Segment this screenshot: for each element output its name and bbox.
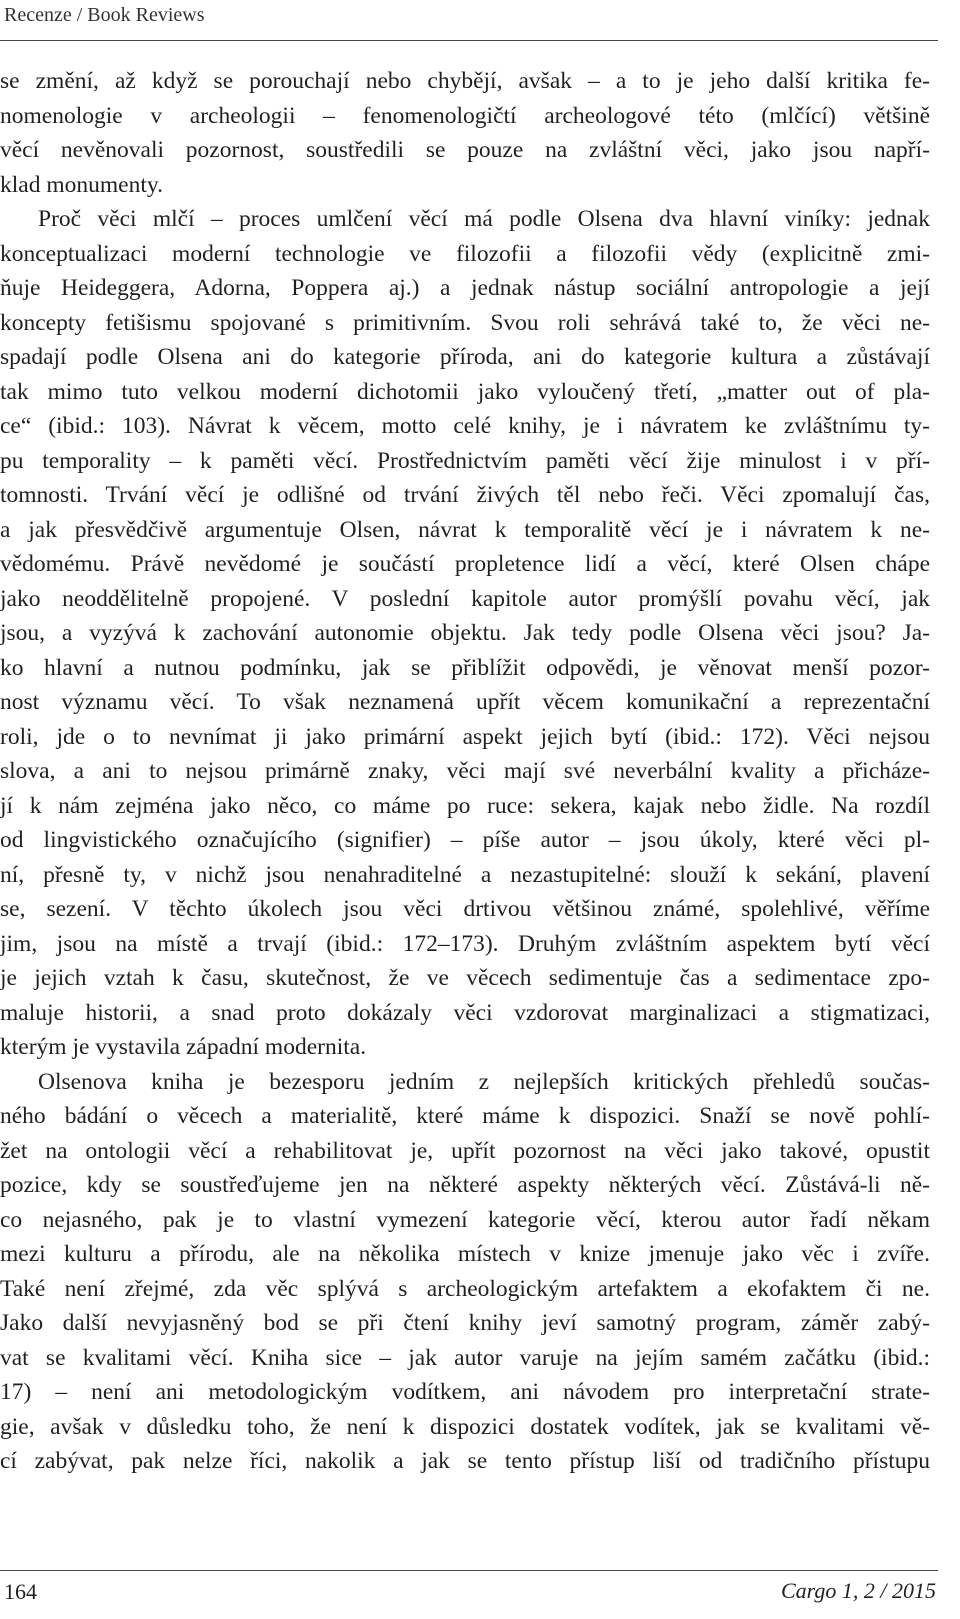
text-line: maluje historii, a snad proto dokázaly věci vzdorovat marginalizaci a stigmatizaci, — [0, 999, 930, 1026]
text-line: spadají podle Olsena ani do kategorie příroda, ani do kategorie kultura a zůstávají — [0, 344, 930, 370]
text-line: ného bádání o věcech a materialitě, které máme k dispozici. Snaží se nově pohlí- — [0, 1103, 930, 1129]
text-line: tomnosti. Trvání věcí je odlišné od trvání živých těl nebo řeči. Věci zpomalují čas, — [0, 482, 930, 508]
text-line: pu temporality – k paměti věcí. Prostřednictvím paměti věcí žije minulost i v pří- — [0, 447, 930, 474]
text-line: nost významu věcí. To však neznamená upřít věcem komunikační a reprezentační — [0, 689, 930, 715]
text-line: roli, jde o to nevnímat ji jako primární aspekt jejich bytí (ibid.: 172). Věci nejsou — [0, 723, 930, 750]
text-line: a jak přesvědčivě argumentuje Olsen, návrat k temporalitě věcí je i návratem k ne- — [0, 516, 930, 543]
text-line: ní, přesně ty, v nichž jsou nenahraditelné a nezastupitelné: slouží k sekání, plavení — [0, 861, 930, 888]
text-line: kterým je vystavila západní modernita. — [0, 1034, 367, 1060]
article-body — [0, 64, 930, 1479]
text-line: tak mimo tuto velkou moderní dichotomii jako vyloučený třetí, „matter out of pla- — [0, 378, 930, 405]
text-line: slova, a ani to nejsou primárně znaky, věci mají své neverbální kvality a přicháze- — [0, 758, 930, 784]
text-line: ce“ (ibid.: 103). Návrat k věcem, motto celé knihy, je i návratem ke zvláštnímu ty- — [0, 413, 930, 439]
text-line: se změní, až když se porouchají nebo chybějí, avšak – a to je jeho další kritika fe- — [0, 68, 930, 94]
text-line: se, sezení. V těchto úkolech jsou věci drtivou většinou známé, spolehlivé, věříme — [0, 896, 930, 922]
text-line: vědomému. Právě nevědomé je součástí propletence lidí a věcí, které Olsen chápe — [0, 551, 930, 577]
running-title: Recenze / Book Reviews — [4, 4, 205, 26]
text-line: mezi kulturu a přírodu, ale na několika místech v knize jmenuje jako věc i zvíře. — [0, 1241, 930, 1267]
running-header — [0, 0, 938, 41]
text-line: Také není zřejmé, zda věc splývá s archeologickým artefaktem a ekofaktem či ne. — [0, 1275, 930, 1302]
page-number: 164 — [4, 1579, 37, 1604]
text-line: 17) – není ani metodologickým vodítkem, ani návodem pro interpretační strate- — [0, 1379, 930, 1405]
paragraph-2 — [0, 202, 930, 1065]
text-line: je jejich vztah k času, skutečnost, že ve věcech sedimentuje čas a sedimentace zpo- — [0, 965, 930, 991]
footer-rule — [0, 1570, 938, 1571]
text-line: gie, avšak v důsledku toho, že není k dispozici dostatek vodítek, jak se kvalitami vě- — [0, 1413, 930, 1440]
text-line: koncepty fetišismu spojované s primitivním. Svou roli sehrává také to, že věci ne- — [0, 309, 930, 336]
text-line: žet na ontologii věcí a rehabilitovat je, upřít pozornost na věci jako takové, opustit — [0, 1137, 930, 1164]
text-line: Jako další nevyjasněný bod se při čtení knihy jeví samotný program, záměr zabý- — [0, 1310, 930, 1336]
text-line: věcí nevěnovali pozornost, soustředili se pouze na zvláštní věci, jako jsou napří- — [0, 137, 930, 163]
paragraph-1 — [0, 64, 930, 202]
text-line: co nejasného, pak je to vlastní vymezení kategorie věcí, kterou autor řadí někam — [0, 1206, 930, 1233]
text-line: cí zabývat, pak nelze říci, nakolik a jak se tento přístup liší od tradičního přístupu — [0, 1448, 930, 1474]
text-line: jsou, a vyzývá k zachování autonomie objektu. Jak tedy podle Olsena věci jsou? Ja- — [0, 620, 930, 646]
journal-reference: Cargo 1, 2 / 2015 — [780, 1578, 936, 1603]
text-line: jako neoddělitelně propojené. V poslední kapitole autor promýšlí povahu věcí, jak — [0, 585, 930, 612]
text-line: Olsenova kniha je bezesporu jedním z nejlepších kritických přehledů součas- — [38, 1068, 930, 1095]
text-line: ňuje Heideggera, Adorna, Poppera aj.) a jednak nástup sociální antropologie a její — [0, 275, 930, 301]
text-line: vat se kvalitami věcí. Kniha sice – jak autor varuje na jejím samém začátku (ibid.: — [0, 1344, 930, 1371]
text-line: konceptualizaci moderní technologie ve filozofii a filozofii vědy (explicitně zmi- — [0, 240, 930, 267]
text-line: ko hlavní a nutnou podmínku, jak se přiblížit odpovědi, je věnovat menší pozor- — [0, 654, 930, 681]
text-line: jim, jsou na místě a trvají (ibid.: 172–173). Druhým zvláštním aspektem bytí věcí — [0, 930, 930, 957]
text-line: od lingvistického označujícího (signifier) – píše autor – jsou úkoly, které věci pl- — [0, 827, 930, 853]
text-line: Proč věci mlčí – proces umlčení věcí má podle Olsena dva hlavní viníky: jednak — [38, 206, 930, 232]
paragraph-3 — [0, 1065, 930, 1479]
text-line: pozice, kdy se soustřeďujeme jen na některé aspekty některých věcí. Zůstává-li ně- — [0, 1172, 930, 1198]
text-line: jí k nám zejména jako něco, co máme po ruce: sekera, kajak nebo židle. Na rozdíl — [0, 792, 930, 819]
text-line: klad monumenty. — [0, 171, 163, 198]
text-line: nomenologie v archeologii – fenomenologičtí archeologové této (mlčící) většině — [0, 102, 930, 129]
